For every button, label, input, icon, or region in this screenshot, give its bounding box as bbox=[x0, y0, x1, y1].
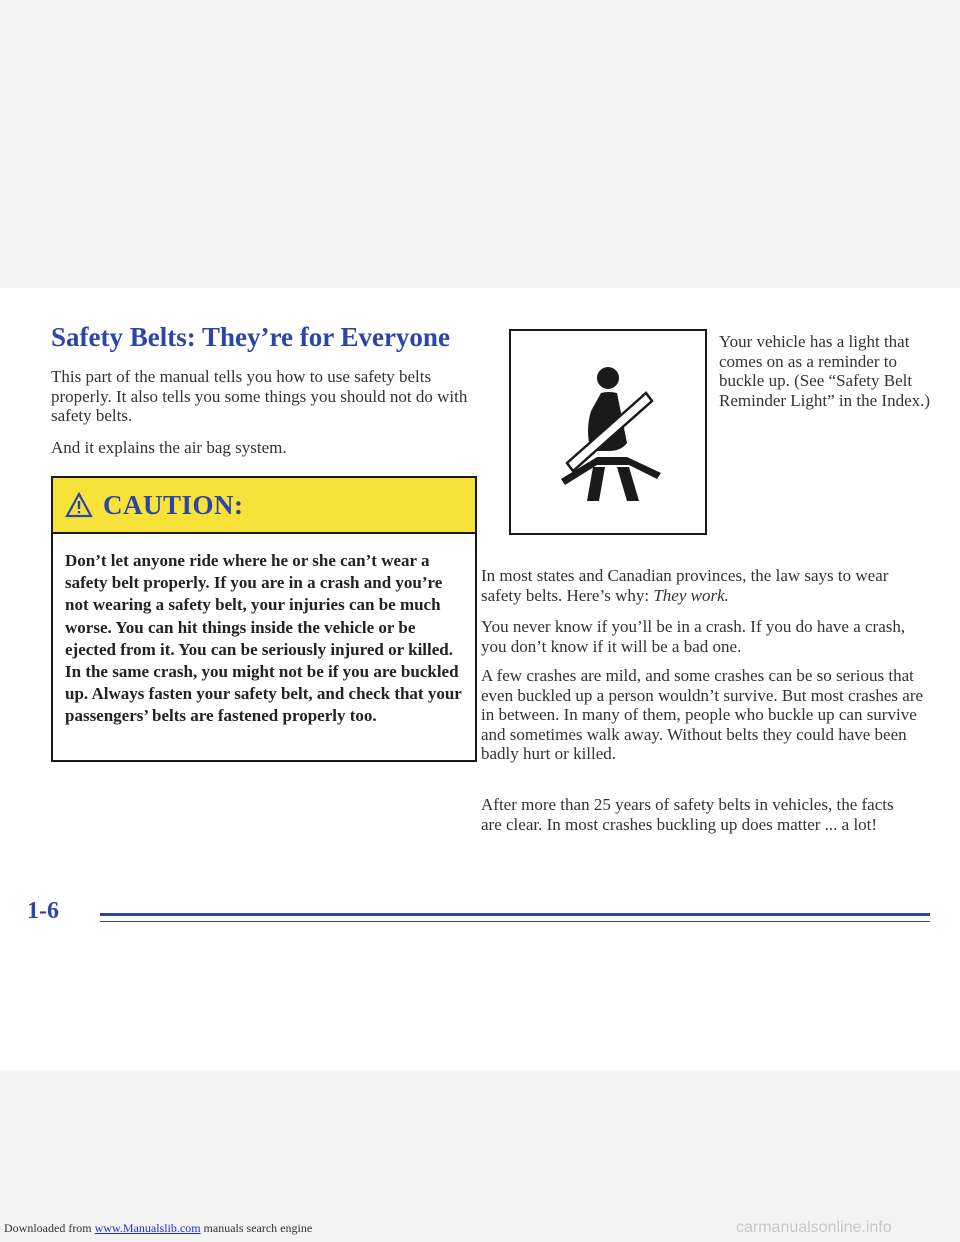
caution-label: CAUTION: bbox=[103, 490, 244, 520]
after-paragraph: After more than 25 years of safety belts in vehicles, the facts are clear. In most crashes buckling up does matter ... a lot! bbox=[481, 795, 894, 834]
caution-text: Don’t let anyone ride where he or she can’t wear a safety belt properly. If you are in a crash and you’re not wearing a safety belt, your injuries can be much worse. You can hit things inside the vehicle or be ejected from it. You can be seriously injured or killed. In the same crash, you might not be if you are buckled up. Always fasten your safety belt, and check that your passengers’ belts are fastened properly too. bbox=[65, 551, 462, 726]
footer-prefix: Downloaded from bbox=[4, 1221, 95, 1235]
seatbelt-icon-box bbox=[509, 329, 707, 535]
crashes-paragraph: A few crashes are mild, and some crashes can be so serious that even buckled up a person wouldn’t survive. But most crashes are in between. In many of them, people who buckle up can survive and sometimes walk away. Without belts they could have been badly hurt or killed. bbox=[481, 666, 924, 763]
warning-triangle-icon bbox=[65, 492, 93, 518]
caution-header bbox=[53, 478, 475, 534]
manualslib-link[interactable]: www.Manualslib.com bbox=[94, 1221, 201, 1235]
footer-rule bbox=[100, 913, 930, 916]
page-number: 1-6 bbox=[27, 898, 59, 924]
airbag-paragraph: And it explains the air bag system. bbox=[51, 438, 287, 457]
law-text: In most states and Canadian provinces, the law says to wear safety belts. Here’s why: bbox=[481, 566, 889, 605]
footer-suffix: manuals search engine bbox=[200, 1221, 313, 1235]
download-footer bbox=[4, 1221, 312, 1236]
caution-box bbox=[51, 476, 477, 762]
footer-rule-thin bbox=[100, 921, 930, 922]
never-know-paragraph: You never know if you’ll be in a crash. If you do have a crash, you don’t know if it will be a bad one. bbox=[481, 617, 906, 656]
reminder-text: Your vehicle has a light that comes on as a reminder to buckle up. (See “Safety Belt Reminder Light” in the Index.) bbox=[719, 332, 931, 410]
watermark: carmanualsonline.info bbox=[736, 1219, 892, 1236]
seatbelt-reminder-icon bbox=[551, 361, 671, 511]
intro-paragraph: This part of the manual tells you how to use safety belts properly. It also tells you some things you should not do with safety belts. bbox=[51, 367, 468, 425]
law-emphasis: They work. bbox=[653, 585, 729, 605]
law-paragraph bbox=[481, 566, 931, 605]
section-title: Safety Belts: They’re for Everyone bbox=[51, 322, 450, 352]
